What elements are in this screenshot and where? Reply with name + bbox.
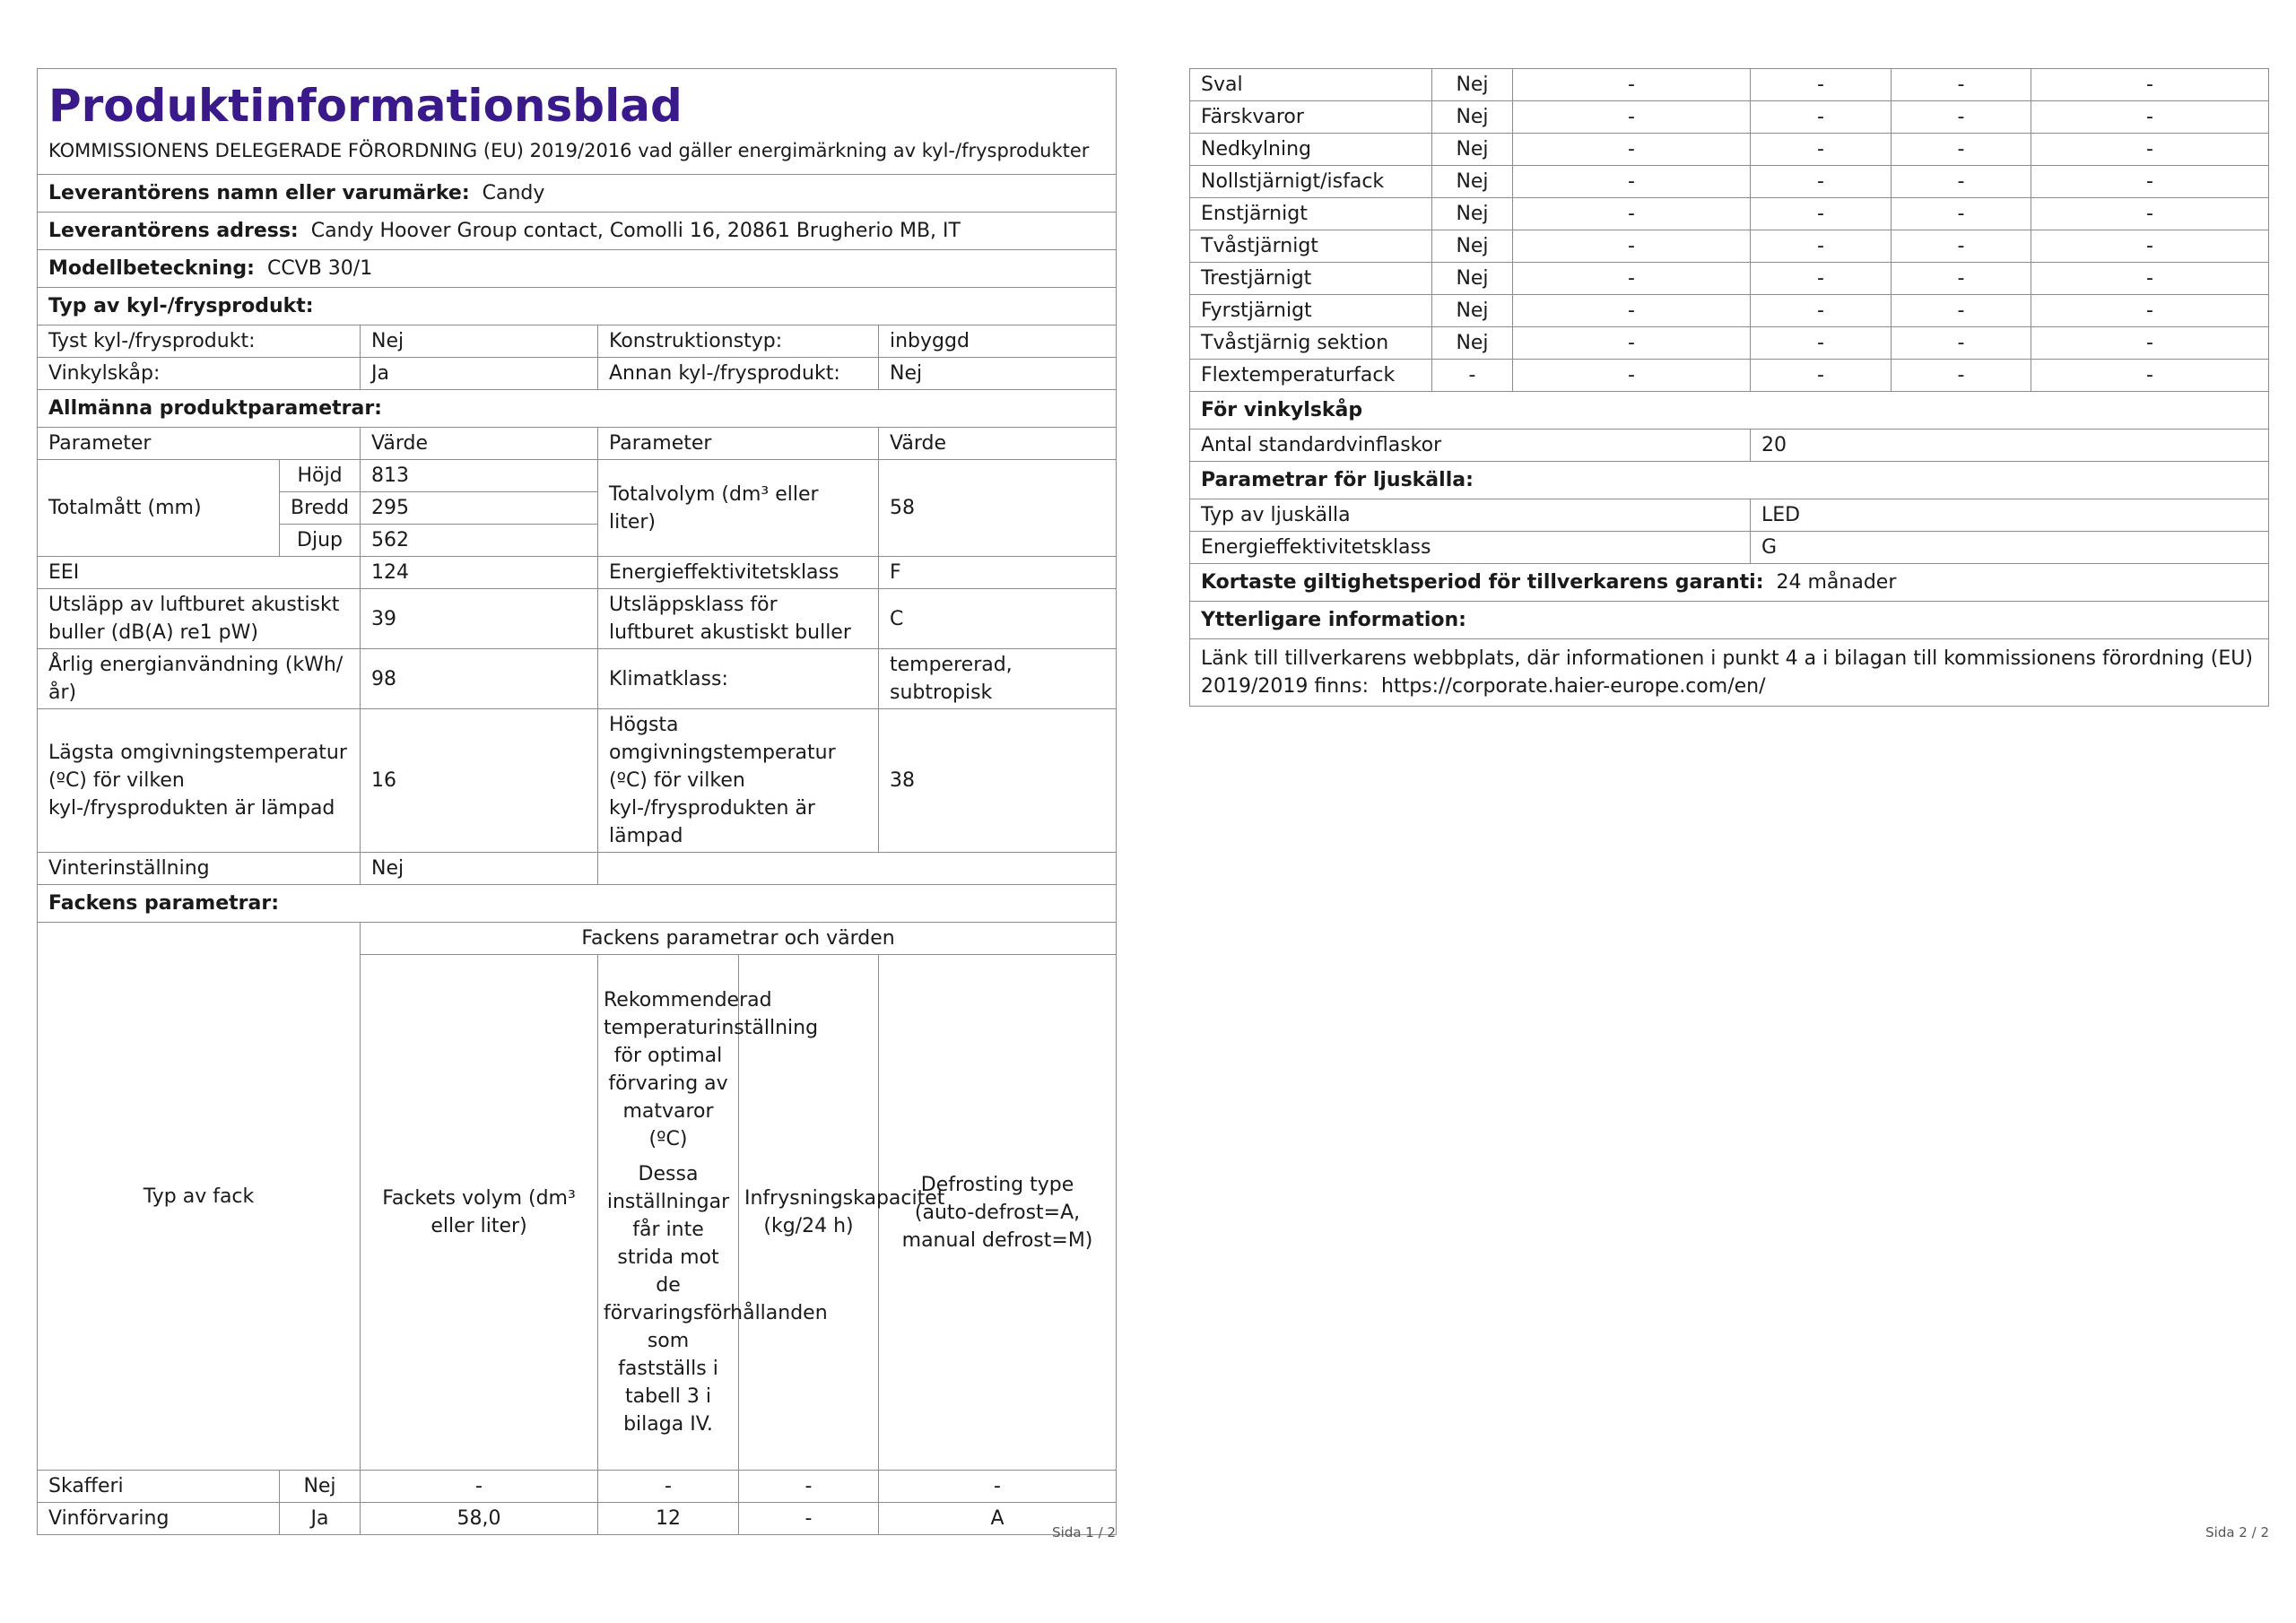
wine-heading: För vinkylskåp — [1190, 392, 2269, 430]
dimensions-label: Totalmått (mm) — [38, 460, 280, 557]
manufacturer-url[interactable]: https://corporate.haier-europe.com/en/ — [1381, 675, 1766, 698]
type-row: Vinkylskåp: Ja Annan kyl-/frysprodukt: Nej — [38, 358, 1117, 390]
regulation-text: KOMMISSIONENS DELEGERADE FÖRORDNING (EU) 2019/2016 vad gäller energimärkning av kyl-/frysprodukter — [48, 140, 1090, 161]
type-row: Tyst kyl-/frysprodukt: Nej Konstruktionstyp: inbyggd — [38, 325, 1117, 358]
general-row: Lägsta omgivningstemperatur (ºC) för vilken kyl-/frysprodukten är lämpad 16 Högsta omgivningstemperatur (ºC) för vilken kyl-/frysprodukten är lämpad 38 — [38, 709, 1117, 853]
light-heading: Parametrar för ljuskälla: — [1190, 462, 2269, 499]
compartment-row: Tvåstjärnigt Nej - - - - — [1190, 230, 2269, 263]
compartment-row: Fyrstjärnigt Nej - - - - — [1190, 295, 2269, 327]
supplier-name: Candy — [482, 182, 545, 204]
compartment-group-header: Fackens parametrar och värden — [361, 923, 1117, 955]
compartment-row: Färskvaror Nej - - - - — [1190, 101, 2269, 134]
compartments-heading: Fackens parametrar: — [38, 885, 1117, 923]
compartment-row: Trestjärnigt Nej - - - - — [1190, 263, 2269, 295]
supplier-address: Candy Hoover Group contact, Comolli 16, 20861 Brugherio MB, IT — [310, 220, 961, 242]
warranty-row: Kortaste giltighetsperiod för tillverkarens garanti: 24 månader — [1190, 564, 2269, 602]
compartment-type-header: Typ av fack — [38, 923, 361, 1471]
additional-info: Länk till tillverkarens webbplats, där informationen i punkt 4 a i bilagan till kommissionens förordning (EU) 2019/2019 finns: https://corporate.haier-europe.com/en/ — [1190, 639, 2269, 707]
freezing-header: Infrysningskapacitet (kg/24 h) — [739, 955, 879, 1471]
page-2 — [1189, 68, 2268, 707]
compartment-row: Tvåstjärnig sektion Nej - - - - — [1190, 327, 2269, 360]
supplier-name-row: Leverantörens namn eller varumärke: Candy — [38, 175, 1117, 213]
compartment-row: Enstjärnigt Nej - - - - — [1190, 198, 2269, 230]
type-heading: Typ av kyl-/frysprodukt: — [38, 288, 1117, 325]
page-footer-1: Sida 1 / 2 — [1052, 1524, 1116, 1541]
general-row: Utsläpp av luftburet akustiskt buller (dB(A) re1 pW) 39 Utsläppsklass för luftburet akustiskt buller C — [38, 589, 1117, 649]
info-table-page-1 — [37, 68, 1117, 1535]
general-row: EEI 124 Energieffektivitetsklass F — [38, 557, 1117, 589]
page-title: Produktinformationsblad — [48, 80, 683, 132]
compartment-row: Skafferi Nej - - - - — [38, 1471, 1117, 1503]
general-heading: Allmänna produktparametrar: — [38, 390, 1117, 428]
temperature-note: Dessa inställningar får inte strida mot de förvaringsförhållanden som fastställs i tabell 3 i bilaga IV. — [604, 1163, 828, 1436]
page-footer-2: Sida 2 / 2 — [2205, 1524, 2269, 1541]
compartment-row: Nedkylning Nej - - - - — [1190, 134, 2269, 166]
total-volume-value: 58 — [879, 460, 1117, 557]
compartment-row: Sval Nej - - - - — [1190, 69, 2269, 101]
compartment-row: Vinförvaring Ja 58,0 12 - A — [38, 1503, 1117, 1535]
light-row: Energieffektivitetsklass G — [1190, 532, 2269, 564]
warranty-value: 24 månader — [1776, 571, 1897, 594]
general-row: Årlig energianvändning (kWh/år) 98 Klimatklass: tempererad, subtropisk — [38, 649, 1117, 709]
compartment-row: Nollstjärnigt/isfack Nej - - - - — [1190, 166, 2269, 198]
bottles-row: Antal standardvinflaskor 20 — [1190, 430, 2269, 462]
dimension-row: Totalmått (mm) Höjd 813 Totalvolym (dm³ eller liter) 58 — [38, 460, 1117, 492]
dimension-row: Bredd 295 — [38, 492, 1117, 525]
general-header-row: Parameter Värde Parameter Värde — [38, 428, 1117, 460]
additional-heading: Ytterligare information: — [1190, 602, 2269, 639]
page-1 — [37, 68, 1116, 1535]
model-row: Modellbeteckning: CCVB 30/1 — [38, 250, 1117, 288]
winter-setting-row: Vinterinställning Nej — [38, 853, 1117, 885]
model-identifier: CCVB 30/1 — [266, 257, 373, 280]
volume-header: Fackets volym (dm³ eller liter) — [361, 955, 598, 1471]
temperature-header: Rekommenderad temperaturinställning för optimal förvaring av matvaror (ºC) Dessa inställningar får inte strida mot de förvaringsförhållanden som fastställs i tabell 3 i bilaga IV. — [598, 955, 739, 1471]
compartment-row: Flextemperaturfack - - - - - — [1190, 360, 2269, 392]
info-table-page-2 — [1189, 68, 2269, 707]
total-volume-label: Totalvolym (dm³ eller liter) — [598, 460, 879, 557]
supplier-address-row: Leverantörens adress: Candy Hoover Group contact, Comolli 16, 20861 Brugherio MB, IT — [38, 213, 1117, 250]
compartment-rows — [1190, 69, 2269, 392]
dimension-row: Djup 562 — [38, 525, 1117, 557]
defrost-header: Defrosting type (auto-defrost=A, manual defrost=M) — [879, 955, 1117, 1471]
light-row: Typ av ljuskälla LED — [1190, 499, 2269, 532]
